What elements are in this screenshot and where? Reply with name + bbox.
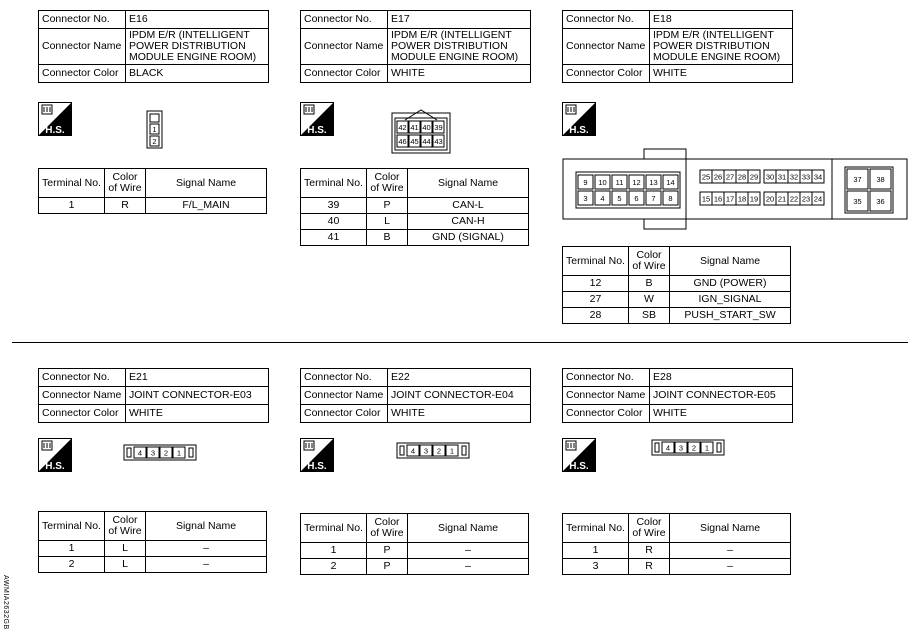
table-row: 3 R –: [563, 559, 791, 575]
table-row: 1 L –: [39, 541, 267, 557]
connector-info-table: Connector No. E21 Connector Name JOINT CONNECTOR-E03 Connector Color WHITE: [38, 368, 269, 423]
svg-text:17: 17: [725, 194, 735, 204]
svg-text:25: 25: [701, 172, 711, 182]
svg-text:10: 10: [598, 178, 607, 187]
connector-color-label: Connector Color: [39, 65, 126, 83]
svg-text:24: 24: [813, 194, 823, 204]
connector-face-e16: [146, 110, 166, 152]
svg-text:37: 37: [853, 175, 862, 184]
svg-text:40: 40: [422, 123, 431, 132]
terminal-table-e22: Terminal No. Color of Wire Signal Name 1 P – 2 P –: [300, 513, 529, 575]
svg-text:1: 1: [704, 443, 710, 453]
terminal-table-e16: [38, 168, 267, 214]
connector-info-table: Connector No. E28 Connector Name JOINT CONNECTOR-E05 Connector Color WHITE: [562, 368, 793, 423]
table-row: 12 B GND (POWER): [563, 276, 791, 292]
connector-color-value: BLACK: [126, 65, 269, 83]
table-row: 1 R F/L_MAIN: [39, 198, 267, 214]
svg-text:1: 1: [449, 446, 455, 456]
svg-text:43: 43: [434, 137, 443, 146]
svg-text:2: 2: [691, 443, 697, 453]
svg-text:11: 11: [615, 178, 624, 187]
svg-text:4: 4: [410, 446, 416, 456]
svg-text:5: 5: [617, 194, 622, 203]
image-code: AWMIA2632GB: [2, 575, 9, 630]
svg-text:29: 29: [749, 172, 759, 182]
svg-text:46: 46: [398, 137, 407, 146]
svg-text:2: 2: [163, 448, 169, 458]
harness-side-icon: [300, 102, 334, 136]
svg-text:42: 42: [398, 123, 407, 132]
table-row: 2 L –: [39, 557, 267, 573]
connector-no-label: Connector No.: [39, 11, 126, 29]
svg-text:30: 30: [765, 172, 775, 182]
svg-text:16: 16: [713, 194, 723, 204]
connector-face-e18: [562, 147, 909, 235]
table-row: 40 L CAN-H: [301, 214, 529, 230]
svg-text:39: 39: [434, 123, 443, 132]
svg-text:15: 15: [701, 194, 711, 204]
svg-text:32: 32: [789, 172, 799, 182]
table-row: 41 B GND (SIGNAL): [301, 230, 529, 246]
svg-text:H.S.: H.S.: [569, 461, 589, 472]
svg-text:3: 3: [423, 446, 429, 456]
svg-text:4: 4: [137, 448, 143, 458]
terminal-table-e17: Terminal No. Color of Wire Signal Name 39 P CAN-L 40 L CAN-H 41 B GND (SIGNAL): [300, 168, 529, 246]
svg-text:26: 26: [713, 172, 723, 182]
svg-text:14: 14: [666, 178, 675, 187]
connector-face-e21: [123, 444, 199, 462]
svg-text:41: 41: [410, 123, 419, 132]
terminal-table-e28: Terminal No. Color of Wire Signal Name 1 R – 3 R –: [562, 513, 791, 575]
svg-text:19: 19: [749, 194, 759, 204]
svg-text:8: 8: [668, 194, 673, 203]
connector-info-table: Connector No. E17 Connector Name IPDM E/R (INTELLIGENT POWER DISTRIBUTION MODULE ENGINE ROOM) Connector Color WHITE: [300, 10, 531, 83]
svg-text:33: 33: [801, 172, 811, 182]
svg-text:3: 3: [583, 194, 588, 203]
connector-no-value: E16: [126, 11, 269, 29]
svg-text:23: 23: [801, 194, 811, 204]
svg-text:18: 18: [737, 194, 747, 204]
svg-text:3: 3: [150, 448, 156, 458]
svg-text:12: 12: [632, 178, 641, 187]
connector-name-value: IPDM E/R (INTELLIGENT POWER DISTRIBUTION MODULE ENGINE ROOM): [126, 29, 269, 65]
svg-text:44: 44: [422, 137, 431, 146]
connector-face-e17: [391, 107, 453, 155]
svg-text:36: 36: [876, 197, 885, 206]
svg-text:13: 13: [649, 178, 658, 187]
connector-face-e22: [396, 442, 472, 460]
svg-text:2: 2: [436, 446, 442, 456]
svg-text:7: 7: [651, 194, 656, 203]
section-divider: [12, 342, 908, 343]
svg-text:3: 3: [678, 443, 684, 453]
signal-name-header: Signal Name: [146, 169, 267, 198]
svg-text:28: 28: [737, 172, 747, 182]
connector-info-table: [38, 10, 269, 83]
table-row: 2 P –: [301, 559, 529, 575]
table-row: 28 SB PUSH_START_SW: [563, 308, 791, 324]
svg-text:1: 1: [176, 448, 182, 458]
connector-info-table: Connector No. E22 Connector Name JOINT CONNECTOR-E04 Connector Color WHITE: [300, 368, 531, 423]
svg-text:22: 22: [789, 194, 799, 204]
svg-text:H.S.: H.S.: [45, 125, 65, 136]
harness-side-icon: [562, 438, 596, 472]
svg-text:H.S.: H.S.: [307, 461, 327, 472]
svg-text:9: 9: [583, 178, 588, 187]
svg-text:21: 21: [777, 194, 787, 204]
connector-name-label: Connector Name: [39, 29, 126, 65]
svg-text:H.S.: H.S.: [569, 125, 589, 136]
table-row: 1 R –: [563, 543, 791, 559]
svg-text:27: 27: [725, 172, 735, 182]
svg-text:6: 6: [634, 194, 639, 203]
table-row: 27 W IGN_SIGNAL: [563, 292, 791, 308]
harness-side-icon: [38, 438, 72, 472]
svg-text:45: 45: [410, 137, 419, 146]
svg-text:38: 38: [876, 175, 885, 184]
table-row: 39 P CAN-L: [301, 198, 529, 214]
connector-face-e28: [651, 439, 727, 457]
svg-text:31: 31: [777, 172, 787, 182]
wire-color-header: Color of Wire: [105, 169, 146, 198]
harness-side-icon: [38, 102, 72, 136]
svg-text:35: 35: [853, 197, 862, 206]
svg-text:4: 4: [665, 443, 671, 453]
svg-text:H.S.: H.S.: [307, 125, 327, 136]
terminal-no-header: Terminal No.: [39, 169, 105, 198]
svg-text:H.S.: H.S.: [45, 461, 65, 472]
terminal-table-e21: Terminal No. Color of Wire Signal Name 1 L – 2 L –: [38, 511, 267, 573]
svg-text:1: 1: [152, 125, 157, 134]
svg-text:20: 20: [765, 194, 775, 204]
svg-text:4: 4: [600, 194, 605, 203]
harness-side-icon: [300, 438, 334, 472]
svg-text:2: 2: [152, 137, 157, 146]
terminal-table-e18: Terminal No. Color of Wire Signal Name 12 B GND (POWER) 27 W IGN_SIGNAL 28 SB PUSH_START_SW: [562, 246, 791, 324]
connector-info-table: Connector No. E18 Connector Name IPDM E/R (INTELLIGENT POWER DISTRIBUTION MODULE ENGINE ROOM) Connector Color WHITE: [562, 10, 793, 83]
table-row: 1 P –: [301, 543, 529, 559]
harness-side-icon: [562, 102, 596, 136]
svg-text:34: 34: [813, 172, 823, 182]
